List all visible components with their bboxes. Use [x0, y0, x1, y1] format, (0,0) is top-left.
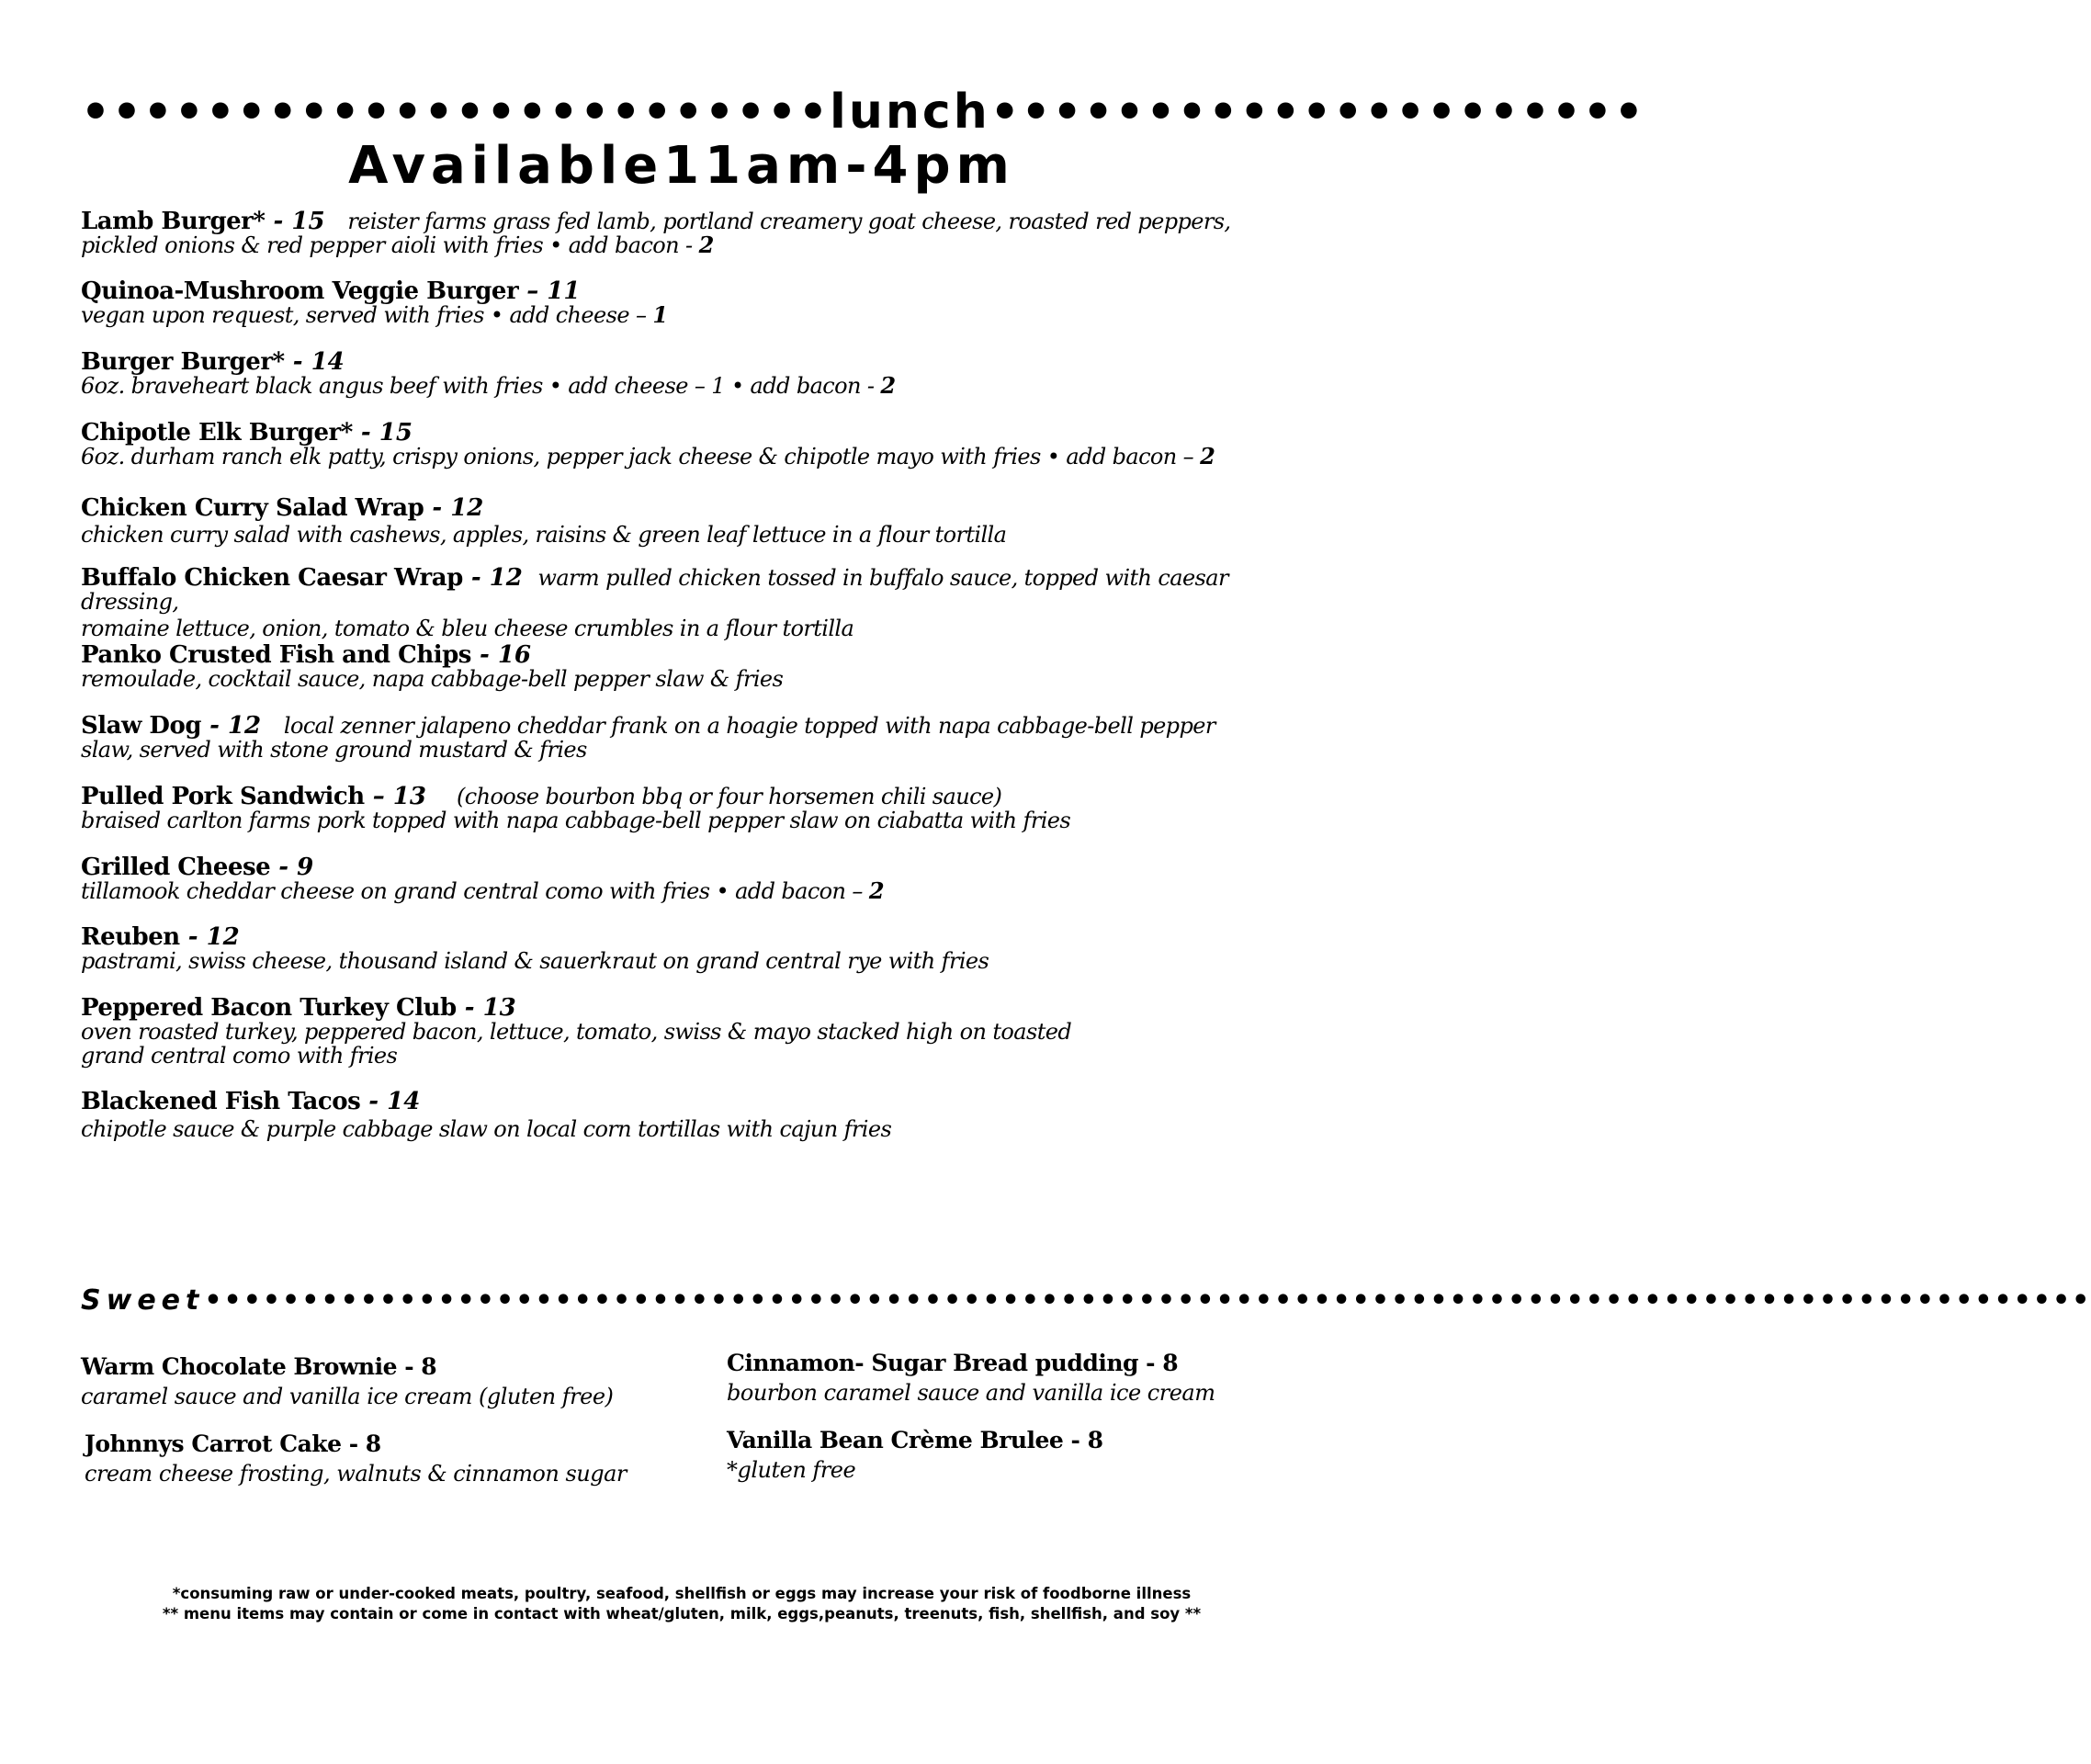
item-price: 13: [482, 994, 516, 1022]
dot-leader-left: ••••••••••••••••••••••••: [81, 85, 830, 139]
sweet-title: Sweet: [81, 1284, 205, 1317]
addon-price: 2: [1200, 443, 1215, 469]
item-description: pickled onions & red pepper aioli with fries • add bacon -: [81, 232, 699, 258]
item-description: romaine lettuce, onion, tomato & bleu cheese crumbles in a flour tortilla: [81, 616, 854, 641]
item-price: 14: [387, 1088, 421, 1115]
menu-item: Pulled Pork Sandwich – 13 (choose bourbon bbq or four horsemen chili sauce) braised carlton farms pork topped with napa cabbage-bell pepper slaw on ciabatta with fries: [81, 783, 1071, 833]
item-description: local zenner jalapeno cheddar frank on a hoagie topped with napa cabbage-bell pepper: [283, 713, 1215, 739]
dessert-name: Warm Chocolate Brownie - 8: [81, 1353, 437, 1380]
item-description: remoulade, cocktail sauce, napa cabbage-bell pepper slaw & fries: [81, 666, 784, 692]
dessert-item: [727, 1426, 1103, 1485]
dessert-description: caramel sauce and vanilla ice cream (gluten free): [81, 1384, 614, 1409]
menu-item: Buffalo Chicken Caesar Wrap - 12 warm pulled chicken tossed in buffalo sauce, topped with caesar dressing, romaine lettuce, onion, tomato & bleu cheese crumbles in a flour tortilla: [81, 564, 1228, 641]
item-name: Lamb Burger*: [81, 208, 266, 235]
item-name: Chipotle Elk Burger*: [81, 419, 353, 447]
menu-item: Chicken Curry Salad Wrap - 12 chicken curry salad with cashews, apples, raisins & green leaf lettuce in a flour tortilla: [81, 494, 1007, 548]
menu-item: Reuben - 12 pastrami, swiss cheese, thousand island & sauerkraut on grand central rye with fries: [81, 923, 989, 974]
item-description: 6oz. braveheart black angus beef with fries • add cheese – 1 • add bacon -: [81, 373, 881, 399]
dessert-description: bourbon caramel sauce and vanilla ice cream: [727, 1380, 1215, 1406]
item-description: oven roasted turkey, peppered bacon, lettuce, tomato, swiss & mayo stacked high on toasted: [81, 1019, 1072, 1045]
availability-hours: Available11am-4pm: [348, 136, 1015, 196]
item-name: Quinoa-Mushroom Veggie Burger: [81, 277, 519, 305]
item-price: 15: [291, 208, 325, 235]
dessert-item: [81, 1352, 613, 1411]
dessert-item: [85, 1430, 627, 1488]
item-description: grand central como with fries: [81, 1043, 398, 1069]
menu-item: Burger Burger* - 14 6oz. braveheart black angus beef with fries • add cheese – 1 • add bacon - 2: [81, 348, 896, 399]
sweet-header: [81, 1283, 2091, 1319]
item-price: 11: [547, 277, 581, 305]
lunch-header: [81, 85, 1645, 140]
item-name: Burger Burger*: [81, 348, 285, 376]
item-name: Grilled Cheese: [81, 854, 271, 881]
item-note: (choose bourbon bbq or four horsemen chili sauce): [457, 784, 1002, 809]
item-price: 12: [489, 564, 523, 592]
item-name: Panko Crusted Fish and Chips: [81, 641, 471, 669]
item-description: slaw, served with stone ground mustard & fries: [81, 737, 587, 763]
allergy-disclaimer: [0, 1584, 1363, 1624]
item-price: 13: [392, 783, 426, 810]
addon-price: 2: [698, 232, 714, 258]
dessert-description: *gluten free: [727, 1457, 856, 1483]
item-description: braised carlton farms pork topped with napa cabbage-bell pepper slaw on ciabatta with fries: [81, 808, 1071, 833]
disclaimer-allergens: ** menu items may contain or come in contact with wheat/gluten, milk, eggs,peanuts, treenuts, fish, shellfish, and soy **: [162, 1605, 1202, 1623]
menu-item: Slaw Dog - 12 local zenner jalapeno cheddar frank on a hoagie topped with napa cabbage-bell pepper slaw, served with stone ground mustard & fries: [81, 712, 1215, 763]
addon-price: 2: [880, 372, 896, 399]
addon-price: 2: [868, 877, 884, 904]
dessert-item: [727, 1349, 1215, 1408]
item-name: Chicken Curry Salad Wrap: [81, 494, 424, 522]
item-description: 6oz. durham ranch elk patty, crispy onions, pepper jack cheese & chipotle mayo with fries • add bacon –: [81, 444, 1201, 469]
menu-item: Grilled Cheese - 9 tillamook cheddar cheese on grand central como with fries • add bacon – 2: [81, 854, 884, 904]
item-price: 12: [227, 712, 262, 740]
item-description: reister farms grass fed lamb, portland creamery goat cheese, roasted red peppers,: [347, 209, 1231, 234]
item-price: 14: [311, 348, 345, 376]
item-description: vegan upon request, served with fries • add cheese –: [81, 302, 653, 328]
menu-item: Panko Crusted Fish and Chips - 16 remoulade, cocktail sauce, napa cabbage-bell pepper slaw & fries: [81, 641, 784, 692]
item-description: pastrami, swiss cheese, thousand island & sauerkraut on grand central rye with fries: [81, 948, 989, 974]
item-name: Peppered Bacon Turkey Club: [81, 994, 457, 1022]
dot-leader-right: •••••••••••••••••••••: [989, 85, 1645, 139]
item-price: 12: [206, 923, 240, 951]
menu-item: Blackened Fish Tacos - 14 chipotle sauce & purple cabbage slaw on local corn tortillas with cajun fries: [81, 1088, 892, 1142]
menu-item: Peppered Bacon Turkey Club - 13 oven roasted turkey, peppered bacon, lettuce, tomato, swiss & mayo stacked high on toasted grand central como with fries: [81, 994, 1072, 1069]
item-price: 9: [297, 854, 314, 881]
dessert-description: cream cheese frosting, walnuts & cinnamon sugar: [85, 1461, 627, 1487]
menu-item: Chipotle Elk Burger* - 15 6oz. durham ranch elk patty, crispy onions, pepper jack cheese & chipotle mayo with fries • add bacon – 2: [81, 419, 1215, 469]
dot-leader: •••••••••••••••••••••••••••••••••••••••••••••••••••••••••••••••••••••••••••••••••••••••••••••••••: [204, 1284, 2091, 1317]
item-name: Buffalo Chicken Caesar Wrap: [81, 564, 463, 592]
dessert-name: Cinnamon- Sugar Bread pudding - 8: [727, 1350, 1179, 1376]
item-name: Blackened Fish Tacos: [81, 1088, 361, 1115]
menu-item: Quinoa-Mushroom Veggie Burger – 11 vegan upon request, served with fries • add cheese – 1: [81, 277, 668, 328]
dessert-name: Johnnys Carrot Cake - 8: [85, 1430, 381, 1457]
item-description: chicken curry salad with cashews, apples, raisins & green leaf lettuce in a flour tortilla: [81, 522, 1007, 548]
item-description: tillamook cheddar cheese on grand central como with fries • add bacon –: [81, 878, 869, 904]
addon-price: 1: [652, 301, 668, 328]
item-description: chipotle sauce & purple cabbage slaw on local corn tortillas with cajun fries: [81, 1116, 892, 1142]
item-name: Pulled Pork Sandwich: [81, 783, 365, 810]
item-name: Reuben: [81, 923, 180, 951]
item-name: Slaw Dog: [81, 712, 202, 740]
item-price: 12: [450, 494, 484, 522]
item-description: warm pulled chicken tossed in buffalo sauce, topped with caesar dressing,: [81, 565, 1228, 615]
dessert-name: Vanilla Bean Crème Brulee - 8: [727, 1427, 1103, 1453]
menu-item: Lamb Burger* - 15 reister farms grass fed lamb, portland creamery goat cheese, roasted red peppers, pickled onions & red pepper aioli with fries • add bacon - 2: [81, 208, 1231, 258]
item-price: 15: [379, 419, 413, 447]
item-price: 16: [497, 641, 532, 669]
disclaimer-raw-food: *consuming raw or under-cooked meats, poultry, seafood, shellfish or eggs may increase your risk of foodborne illness: [172, 1585, 1192, 1602]
lunch-title: lunch: [830, 85, 990, 140]
